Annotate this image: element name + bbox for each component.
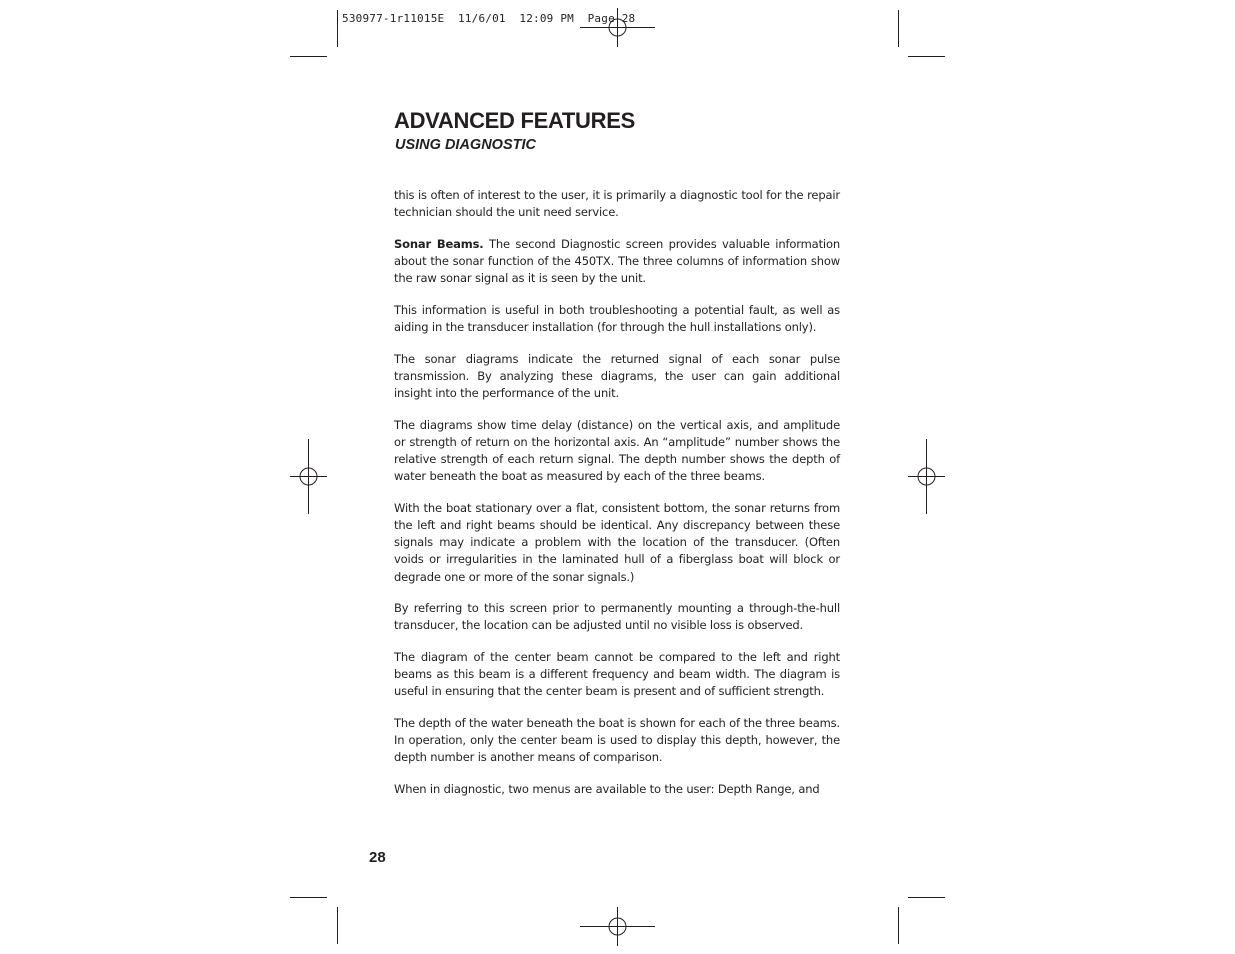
paragraph-3: This information is useful in both troubleshooting a potential fault, as well as aiding in the transducer installation (for through the hull installations only). (394, 302, 840, 334)
registration-mark-top (580, 8, 655, 47)
paragraph-9: The depth of the water beneath the boat is shown for each of the three beams. In operation, only the center beam is used to display this depth, however, the depth number is another means of comparison. (394, 716, 840, 765)
page-number: 28 (369, 849, 386, 866)
sonar-beams-lead: Sonar Beams. (394, 236, 484, 251)
print-slug-line: 530977-1r11015E 11/6/01 12:09 PM Page 28 (342, 12, 636, 25)
paragraph-1: this is often of interest to the user, it is primarily a diagnostic tool for the repair technician should the unit need service. (394, 188, 840, 220)
paragraph-sonar-beams: Sonar Beams. The second Diagnostic screen provides valuable information about the sonar function of the 450TX. The three columns of information show the raw sonar signal as it is seen by the unit. (394, 236, 840, 286)
section-title: ADVANCED FEATURES (394, 108, 635, 133)
paragraph-8: The diagram of the center beam cannot be compared to the left and right beams as this beam is a different frequency and beam width. The diagram is useful in ensuring that the center beam is present and of sufficient strength. (394, 650, 840, 699)
registration-mark-right (908, 439, 945, 514)
registration-mark-left (290, 439, 327, 514)
paragraph-10: When in diagnostic, two menus are available to the user: Depth Range, and (394, 782, 820, 796)
paragraph-4: The sonar diagrams indicate the returned signal of each sonar pulse transmission. By analyzing these diagrams, the user can gain additional insight into the performance of the unit. (394, 351, 840, 400)
body-text (394, 187, 840, 813)
paragraph-5: The diagrams show time delay (distance) on the vertical axis, and amplitude or strength of return on the horizontal axis. An “amplitude” number shows the relative strength of each return signal. The depth number shows the depth of water beneath the boat as measured by each of the three beams. (394, 417, 840, 484)
registration-mark-bottom (580, 907, 655, 946)
paragraph-7: By referring to this screen prior to permanently mounting a through-the-hull transducer, the location can be adjusted until no visible loss is observed. (394, 601, 840, 633)
paragraph-6: With the boat stationary over a flat, consistent bottom, the sonar returns from the left and right beams should be identical. Any discrepancy between these signals may indicate a problem with the location of the transducer. (Often voids or irregularities in the laminated hull of a fiberglass boat will block or degrade one or more of the sonar signals.) (394, 500, 840, 584)
section-subtitle: USING DIAGNOSTIC (395, 137, 536, 153)
